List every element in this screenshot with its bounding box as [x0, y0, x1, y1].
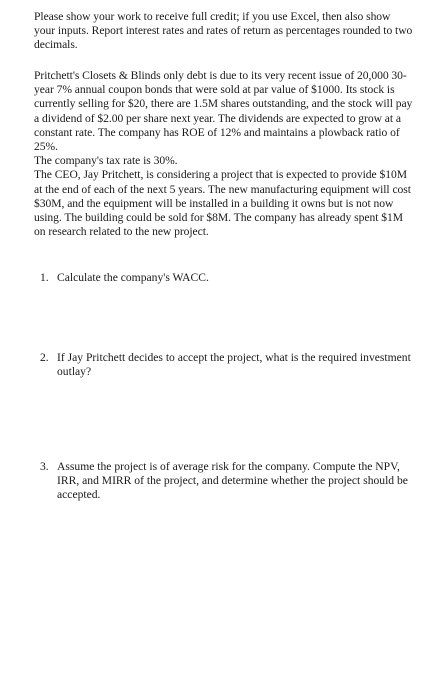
- question-3: [40, 460, 420, 503]
- question-2-number: 2.: [40, 351, 49, 364]
- instructions-text: Please show your work to receive full credit; if you use Excel, then also show your inputs. Report interest rates and rates of return as percentages rounded to two decimals.: [34, 10, 413, 52]
- question-3-text: Assume the project is of average risk for the company. Compute the NPV, IRR, and MIRR of the project, and determine whether the project should be accepted.: [57, 460, 408, 502]
- question-2-text: If Jay Pritchett decides to accept the project, what is the required investment outlay?: [57, 351, 411, 379]
- scenario-paragraph-project: The CEO, Jay Pritchett, is considering a project that is expected to provide $10M at the end of each of the next 5 years. The new manufacturing equipment will cost $30M, and the equipment will be installed in a building it owns but is not now using. The building could be sold for $8M. The company has already spent $1M on research related to the new project.: [34, 168, 411, 239]
- instructions-paragraph: [34, 10, 414, 53]
- question-2: [40, 351, 420, 379]
- scenario-section: [34, 69, 414, 239]
- scenario-paragraph-company: Pritchett's Closets & Blinds only debt is due to its very recent issue of 20,000 30-year 7% annual coupon bonds that were sold at par value of $1000. Its stock is currently selling for $20, there are 1.5M shares outstanding, and the stock will pay a dividend of $2.00 per share next year. The dividends are expected to grow at a constant rate. The company has ROE of 12% and maintains a plowback ratio of 25%.: [34, 69, 413, 154]
- question-1-number: 1.: [40, 271, 49, 284]
- question-3-number: 3.: [40, 460, 49, 473]
- scenario-paragraph-tax: The company's tax rate is 30%.: [34, 154, 178, 168]
- question-1-text: Calculate the company's WACC.: [57, 271, 209, 284]
- question-1: [40, 271, 420, 285]
